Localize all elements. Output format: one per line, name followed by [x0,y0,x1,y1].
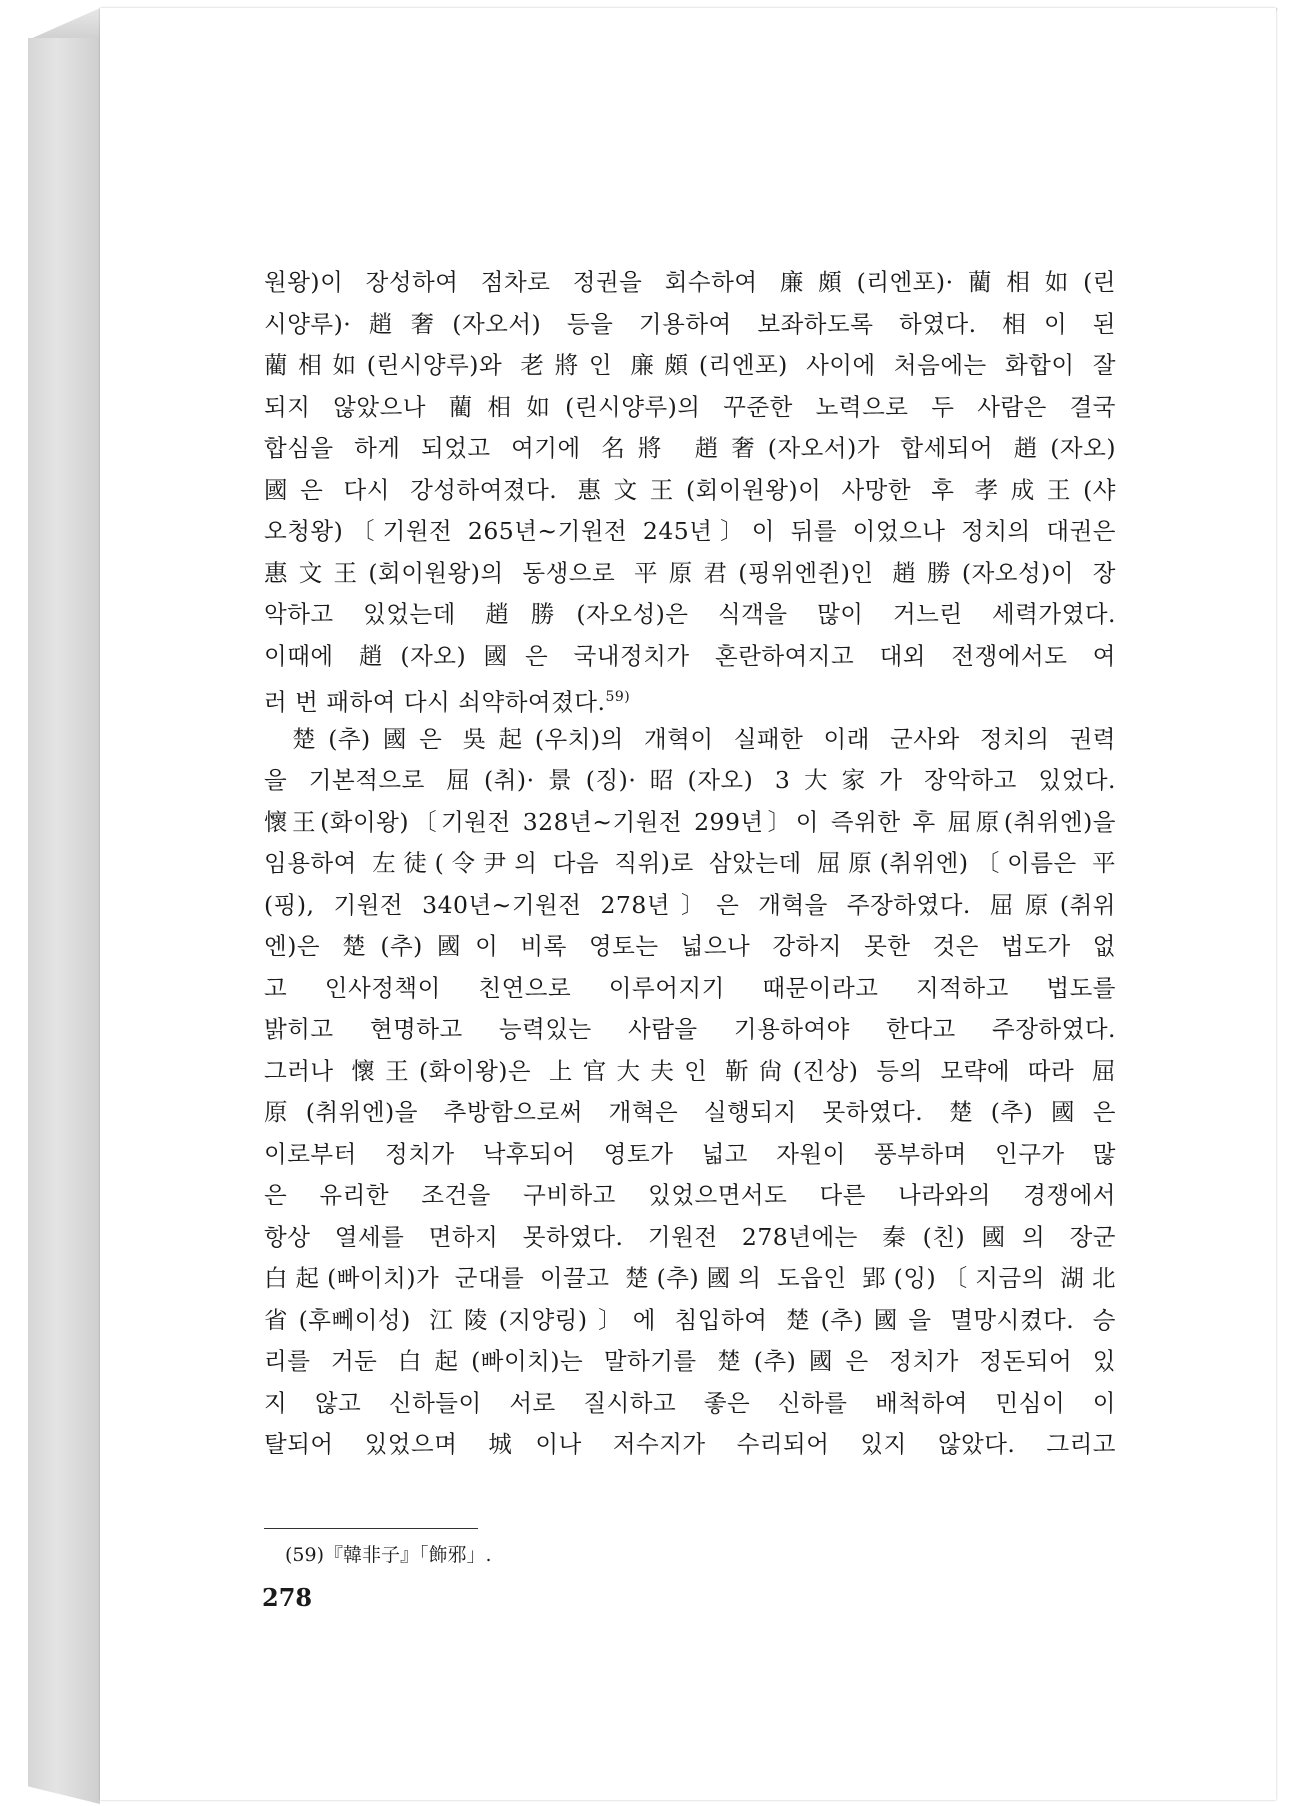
text-line: 지 않고 신하들이 서로 질시하고 좋은 신하를 배척하여 민심이 이 [264,1388,1116,1417]
text-line: 懷王(화이왕)〔기원전 328년∼기원전 299년〕이 즉위한 후 屈原(취위엔)을 [264,807,1116,836]
footnote-reference[interactable]: 59) [605,689,631,705]
text-line: 惠文王(회이원왕)의 동생으로 平原君(핑위엔쥔)인 趙勝(자오성)이 장 [264,558,1116,587]
text-line [264,677,1116,719]
text-line: 藺相如(린시양루)와 老將인 廉頗(리엔포) 사이에 처음에는 화합이 잘 [264,351,1116,379]
text-line: 원왕)이 장성하여 점차로 정권을 회수하여 廉頗(리엔포)·藺相如(린 [264,268,1116,296]
text-line: 그러나 懷王(화이왕)은 上官大夫인 靳尙(진상) 등의 모략에 따라 屈 [264,1056,1116,1085]
text-line: 은 유리한 조건을 구비하고 있었으면서도 다른 나라와의 경쟁에서 [264,1181,1116,1209]
text-line: 밝히고 현명하고 능력있는 사람을 기용하여야 한다고 주장하였다. [264,1015,1116,1043]
text-line: 리를 거둔 白起(빠이치)는 말하기를 楚(추)國은 정치가 정돈되어 있 [264,1347,1116,1375]
text-line: 白起(빠이치)가 군대를 이끌고 楚(추)國의 도읍인 郢(잉)〔지금의 湖北 [264,1264,1116,1292]
text-line: 합심을 하게 되었고 여기에 名將 趙奢(자오서)가 합세되어 趙(자오) [264,434,1116,462]
body-text [264,262,1116,1466]
text-line: 을 기본적으로 屈(취)·景(징)·昭(자오) 3大家가 장악하고 있었다. [264,766,1116,794]
text-line: 엔)은 楚(추)國이 비록 영토는 넓으나 강하지 못한 것은 법도가 없 [264,932,1116,960]
text-line: 楚(추)國은 吳起(우치)의 개혁이 실패한 이래 군사와 정치의 권력 [292,724,1116,753]
book-spine [28,38,100,1804]
text-line: 항상 열세를 면하지 못하였다. 기원전 278년에는 秦(친)國의 장군 [264,1222,1116,1251]
text-line: 省(후뻬이성) 江陵(지양링)〕에 침입하여 楚(추)國을 멸망시켰다. 승 [264,1305,1116,1334]
footnote: (59)『韓非子』「飾邪」. [285,1544,492,1566]
text-line-content: 러 번 패하여 다시 쇠약하여졌다. [264,687,606,716]
text-line: 시양루)·趙奢(자오서) 등을 기용하여 보좌하도록 하였다. 相이 된 [264,309,1116,338]
text-line: 原(취위엔)을 추방함으로써 개혁은 실행되지 못하였다. 楚(추)國은 [264,1098,1116,1126]
text-line: 고 인사정책이 친연으로 이루어지기 때문이라고 지적하고 법도를 [264,973,1116,1002]
text-line: 임용하여 左徒(令尹의 다음 직위)로 삼았는데 屈原(취위엔)〔이름은 平 [264,849,1116,877]
text-line: 이때에 趙(자오)國은 국내정치가 혼란하여지고 대외 전쟁에서도 여 [264,641,1116,670]
text-line: 탈되어 있었으며 城이나 저수지가 수리되어 있지 않았다. 그리고 [264,1430,1116,1458]
footnote-divider [264,1528,478,1529]
text-line: 되지 않았으나 藺相如(린시양루)의 꾸준한 노력으로 두 사람은 결국 [264,392,1116,421]
page-number: 278 [262,1583,313,1612]
text-line: 國은 다시 강성하여졌다. 惠文王(회이원왕)이 사망한 후 孝成王(샤 [264,475,1116,504]
text-line: 악하고 있었는데 趙勝(자오성)은 식객을 많이 거느린 세력가였다. [264,600,1116,628]
text-line: 이로부터 정치가 낙후되어 영토가 넓고 자원이 풍부하며 인구가 많 [264,1139,1116,1168]
text-line: 오청왕)〔기원전 265년∼기원전 245년〕이 뒤를 이었으나 정치의 대권은 [264,517,1116,545]
text-line: (핑), 기원전 340년∼기원전 278년〕은 개혁을 주장하였다. 屈原(취위 [264,890,1116,919]
